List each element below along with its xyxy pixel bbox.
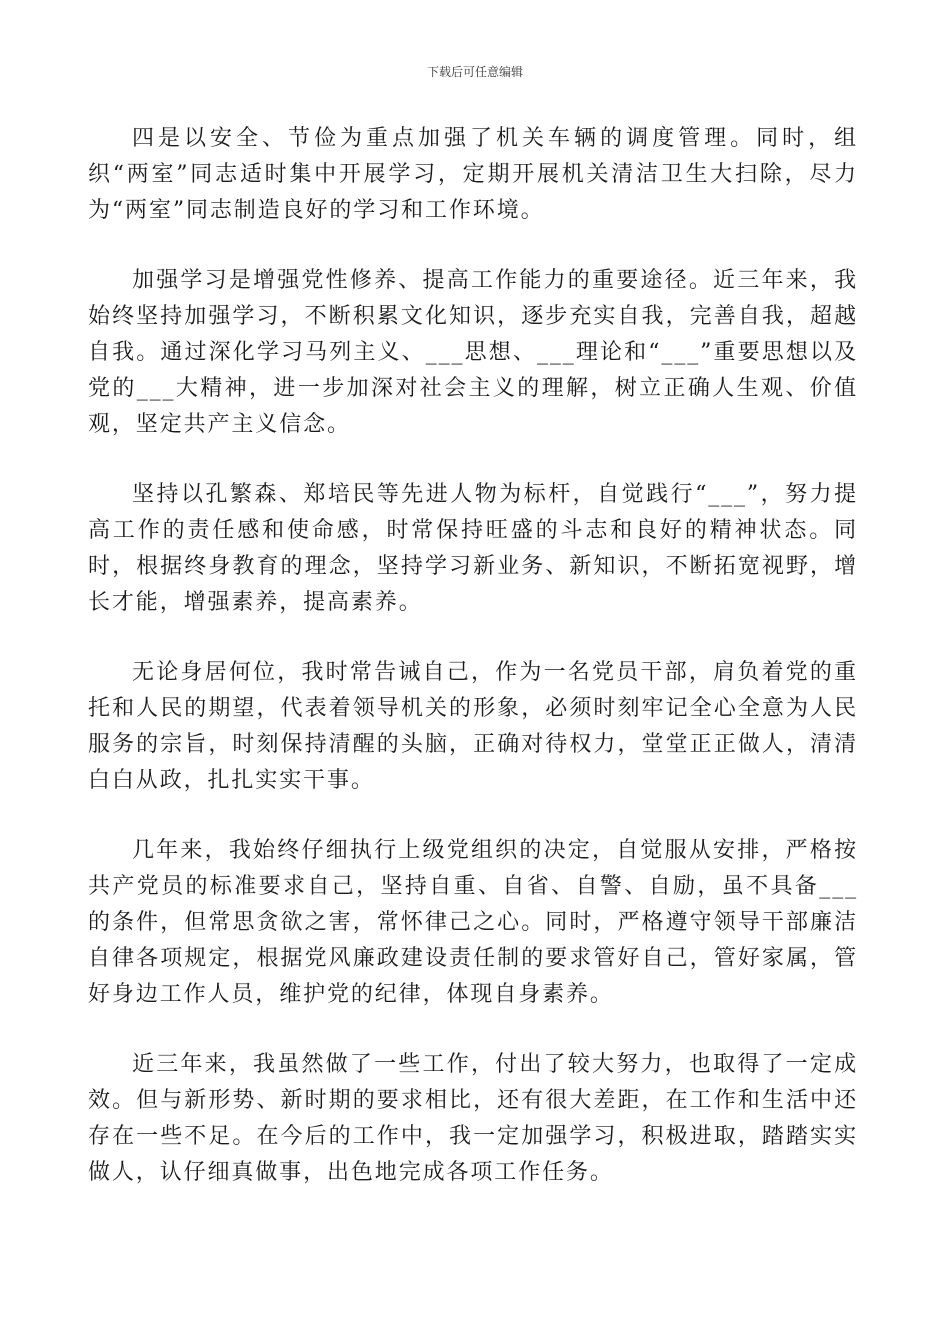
paragraph: 无论身居何位，我时常告诫自己，作为一名党员干部，肩负着党的重托和人民的期望，代表着领导机关的形象，必须时刻牢记全心全意为人民服务的宗旨，时刻保持清醒的头脑，正确对待权力，堂堂正正做人，清清白白从政，扎扎实实干事。 xyxy=(88,660,858,793)
page-header: 下载后可任意编辑 xyxy=(426,65,523,79)
paragraph: 坚持以孔繁森、郑培民等先进人物为标杆，自觉践行“___”，努力提高工作的责任感和使命感，时常保持旺盛的斗志和良好的精神状态。同时，根据终身教育的理念，坚持学习新业务、新知识，不断拓宽视野，增长才能，增强素养，提高素养。 xyxy=(88,482,858,615)
paragraph: 几年来，我始终仔细执行上级党组织的决定，自觉服从安排，严格按共产党员的标准要求自己，坚持自重、自省、自警、自励，虽不具备___的条件，但常思贪欲之害，常怀律己之心。同时，严格遵守领导干部廉洁自律各项规定，根据党风廉政建设责任制的要求管好自己，管好家属，管好身边工作人员，维护党的纪律，体现自身素养。 xyxy=(88,838,858,1007)
document-body xyxy=(88,121,858,1225)
paragraph: 四是以安全、节俭为重点加强了机关车辆的调度管理。同时，组织“两室”同志适时集中开展学习，定期开展机关清洁卫生大扫除，尽力为“两室”同志制造良好的学习和工作环境。 xyxy=(88,126,858,223)
paragraph: 加强学习是增强党性修养、提高工作能力的重要途径。近三年来，我始终坚持加强学习，不断积累文化知识，逐步充实自我，完善自我，超越自我。通过深化学习马列主义、___思想、___理论和“___”重要思想以及党的___大精神，进一步加深对社会主义的理解，树立正确人生观、价值观，坚定共产主义信念。 xyxy=(88,268,858,437)
paragraph: 近三年来，我虽然做了一些工作，付出了较大努力，也取得了一定成效。但与新形势、新时期的要求相比，还有很大差距，在工作和生活中还存在一些不足。在今后的工作中，我一定加强学习，积极进取，踏踏实实做人，认仔细真做事，出色地完成各项工作任务。 xyxy=(88,1052,858,1185)
